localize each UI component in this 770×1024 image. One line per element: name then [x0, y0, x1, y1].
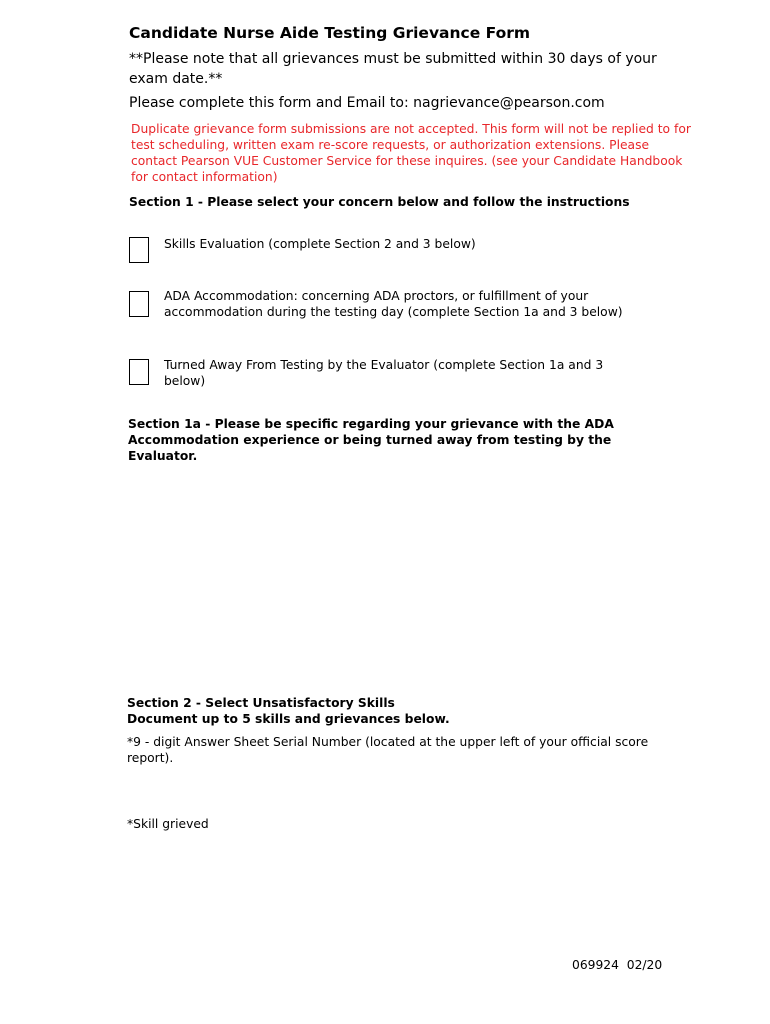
- turned-away-checkbox[interactable]: [129, 359, 149, 385]
- serial-number-label: *9 - digit Answer Sheet Serial Number (located at the upper left of your official score report).: [127, 735, 649, 765]
- email-instruction: Please complete this form and Email to: nagrievance@pearson.com: [129, 95, 605, 111]
- form-title: Candidate Nurse Aide Testing Grievance Form: [129, 24, 531, 42]
- skill-grieved-label: *Skill grieved: [127, 817, 209, 831]
- form-code: 069924 02/20: [572, 958, 663, 972]
- section-1-heading: Section 1 - Please select your concern below and follow the instructions: [129, 195, 630, 209]
- section-2-title: Section 2 - Select Unsatisfactory Skills: [127, 696, 395, 710]
- skills-evaluation-label: Skills Evaluation (complete Section 2 and 3 below): [164, 237, 476, 251]
- section-2-subtitle: Document up to 5 skills and grievances below.: [127, 712, 450, 726]
- deadline-note: **Please note that all grievances must be submitted within 30 days of your exam date.**: [129, 51, 657, 87]
- duplicate-warning: Duplicate grievance form submissions are not accepted. This form will not be replied to for test scheduling, written exam re-score requests, or authorization extensions. Please contact Pearson VUE Customer Service for these inquires. (see your Candidate Handbook for contact information): [131, 122, 691, 184]
- turned-away-label: Turned Away From Testing by the Evaluator (complete Section 1a and 3 below): [164, 358, 604, 388]
- ada-accommodation-checkbox[interactable]: [129, 291, 149, 317]
- section-2-heading: [127, 695, 667, 727]
- ada-accommodation-label: ADA Accommodation: concerning ADA proctors, or fulfillment of your accommodation during the testing day (complete Section 1a and 3 below): [164, 289, 623, 319]
- skills-evaluation-checkbox[interactable]: [129, 237, 149, 263]
- section-1a-heading: Section 1a - Please be specific regarding your grievance with the ADA Accommodation experience or being turned away from testing by the Evaluator.: [128, 417, 614, 463]
